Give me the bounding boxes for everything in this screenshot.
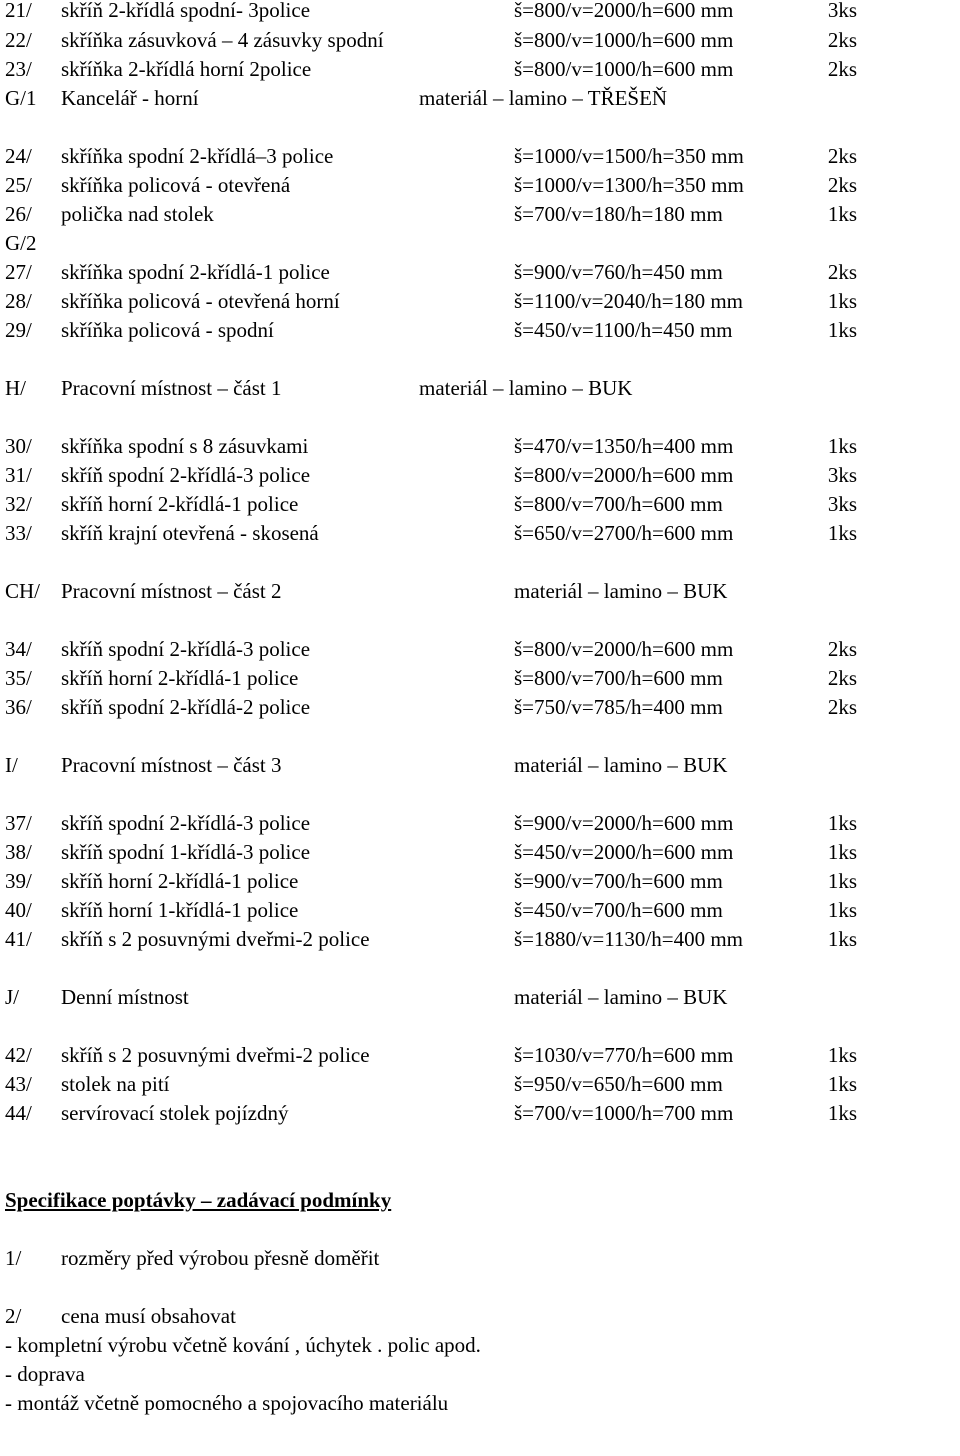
item-number: 22/ [5, 28, 32, 52]
item-name: skříňka spodní 2-křídlá-1 police [61, 260, 330, 284]
item-quantity: 1ks [827, 318, 857, 342]
item-quantity: 2ks [827, 57, 857, 81]
item-row [0, 142, 960, 171]
section-material: materiál – lamino – BUK [514, 579, 728, 603]
item-quantity: 2ks [827, 260, 857, 284]
item-number: 36/ [5, 695, 32, 719]
item-name: skříňka spodní s 8 zásuvkami [61, 434, 309, 458]
item-number: 31/ [5, 463, 32, 487]
item-dimensions: š=800/v=2000/h=600 mm [514, 637, 734, 661]
item-row [0, 55, 960, 84]
item-row [0, 1041, 960, 1070]
section-material: materiál – lamino – BUK [514, 985, 728, 1009]
item-row [0, 461, 960, 490]
item-dimensions: š=1880/v=1130/h=400 mm [514, 927, 744, 951]
spec-bullet [0, 1389, 960, 1418]
item-quantity: 2ks [827, 695, 857, 719]
item-row [0, 1099, 960, 1128]
item-quantity: 2ks [827, 28, 857, 52]
item-number: 32/ [5, 492, 32, 516]
item-number: 27/ [5, 260, 32, 284]
section-header [0, 751, 960, 780]
item-quantity: 3ks [827, 492, 857, 516]
item-dimensions: š=450/v=700/h=600 mm [514, 898, 723, 922]
item-quantity: 1ks [827, 869, 857, 893]
item-row [0, 664, 960, 693]
item-dimensions: š=1000/v=1300/h=350 mm [514, 173, 744, 197]
section-material: materiál – lamino – BUK [419, 376, 633, 400]
spec-item-text: rozměry před výrobou přesně doměřit [61, 1246, 380, 1270]
item-row [0, 26, 960, 55]
spec-bullet [0, 1331, 960, 1360]
section-title: Kancelář - horní [61, 86, 199, 110]
item-dimensions: š=1000/v=1500/h=350 mm [514, 144, 744, 168]
item-name: skříň spodní 2-křídlá-3 police [61, 637, 311, 661]
item-quantity: 2ks [827, 144, 857, 168]
item-name: skříň horní 2-křídlá-1 police [61, 869, 299, 893]
item-number: 33/ [5, 521, 32, 545]
item-number: 24/ [5, 144, 32, 168]
item-dimensions: š=800/v=1000/h=600 mm [514, 28, 734, 52]
item-dimensions: š=900/v=700/h=600 mm [514, 869, 723, 893]
item-name: skříňka policová - otevřená horní [61, 289, 340, 313]
item-row [0, 258, 960, 287]
item-number: 26/ [5, 202, 32, 226]
item-quantity: 3ks [827, 0, 857, 22]
item-dimensions: š=700/v=1000/h=700 mm [514, 1101, 734, 1125]
item-quantity: 1ks [827, 898, 857, 922]
spec-heading-row [0, 1186, 960, 1215]
item-number: 38/ [5, 840, 32, 864]
item-row [0, 838, 960, 867]
item-name: skříňka policová - spodní [61, 318, 274, 342]
item-name: skříň spodní 2-křídlá-3 police [61, 463, 311, 487]
item-quantity: 2ks [827, 173, 857, 197]
item-name: skříň spodní 1-křídlá-3 police [61, 840, 311, 864]
item-name: skříňka 2-křídlá horní 2police [61, 57, 312, 81]
item-row [0, 200, 960, 229]
section-title: Pracovní místnost – část 2 [61, 579, 282, 603]
item-name: skříň s 2 posuvnými dveřmi-2 police [61, 927, 370, 951]
item-quantity: 1ks [827, 840, 857, 864]
item-row [0, 287, 960, 316]
item-dimensions: š=750/v=785/h=400 mm [514, 695, 723, 719]
item-number: 28/ [5, 289, 32, 313]
item-quantity: 1ks [827, 811, 857, 835]
section-header [0, 374, 960, 403]
spec-item-text: cena musí obsahovat [61, 1304, 236, 1328]
item-row [0, 0, 960, 25]
item-row [0, 1070, 960, 1099]
item-row [0, 316, 960, 345]
item-quantity: 1ks [827, 434, 857, 458]
item-quantity: 2ks [827, 637, 857, 661]
section-header [0, 577, 960, 606]
item-row [0, 896, 960, 925]
spec-item-number: 2/ [5, 1304, 22, 1328]
section-title: Denní místnost [61, 985, 189, 1009]
item-dimensions: š=1030/v=770/h=600 mm [514, 1043, 734, 1067]
item-quantity: 1ks [827, 202, 857, 226]
item-name: skříň horní 2-křídlá-1 police [61, 492, 299, 516]
item-name: skříňka zásuvková – 4 zásuvky spodní [61, 28, 384, 52]
section-code: G/2 [5, 231, 37, 255]
spec-item-number: 1/ [5, 1246, 22, 1270]
section-title: Pracovní místnost – část 3 [61, 753, 282, 777]
section-title: Pracovní místnost – část 1 [61, 376, 282, 400]
item-dimensions: š=800/v=2000/h=600 mm [514, 0, 734, 22]
item-name: servírovací stolek pojízdný [61, 1101, 289, 1125]
item-number: 39/ [5, 869, 32, 893]
item-name: skříň s 2 posuvnými dveřmi-2 police [61, 1043, 370, 1067]
item-number: 21/ [5, 0, 32, 22]
item-dimensions: š=470/v=1350/h=400 mm [514, 434, 734, 458]
item-row [0, 519, 960, 548]
section-material: materiál – lamino – BUK [514, 753, 728, 777]
item-name: skříň spodní 2-křídlá-3 police [61, 811, 311, 835]
item-dimensions: š=800/v=1000/h=600 mm [514, 57, 734, 81]
section-code: I/ [5, 753, 18, 777]
spec-item [0, 1244, 960, 1273]
item-number: 25/ [5, 173, 32, 197]
section-code: G/1 [5, 86, 37, 110]
item-name: skříň horní 2-křídlá-1 police [61, 666, 299, 690]
item-dimensions: š=650/v=2700/h=600 mm [514, 521, 734, 545]
item-dimensions: š=900/v=760/h=450 mm [514, 260, 723, 284]
spec-bullet-text: - doprava [5, 1362, 85, 1386]
spec-bullet-text: - montáž včetně pomocného a spojovacího materiálu [5, 1391, 449, 1415]
item-name: skříň horní 1-křídlá-1 police [61, 898, 299, 922]
item-row [0, 693, 960, 722]
item-row [0, 925, 960, 954]
item-dimensions: š=900/v=2000/h=600 mm [514, 811, 734, 835]
item-dimensions: š=800/v=700/h=600 mm [514, 492, 723, 516]
item-dimensions: š=1100/v=2040/h=180 mm [514, 289, 744, 313]
item-quantity: 1ks [827, 521, 857, 545]
item-quantity: 2ks [827, 666, 857, 690]
item-quantity: 1ks [827, 289, 857, 313]
item-name: skříňka policová - otevřená [61, 173, 291, 197]
section-header [0, 229, 960, 258]
item-row [0, 171, 960, 200]
item-row [0, 635, 960, 664]
item-quantity: 1ks [827, 927, 857, 951]
section-code: CH/ [5, 579, 41, 603]
item-dimensions: š=800/v=2000/h=600 mm [514, 463, 734, 487]
item-number: 35/ [5, 666, 32, 690]
item-number: 41/ [5, 927, 32, 951]
section-code: J/ [5, 985, 20, 1009]
item-dimensions: š=800/v=700/h=600 mm [514, 666, 723, 690]
spec-item [0, 1302, 960, 1331]
item-row [0, 432, 960, 461]
item-name: skříňka spodní 2-křídlá–3 police [61, 144, 334, 168]
section-material: materiál – lamino – TŘEŠEŇ [419, 86, 668, 110]
item-dimensions: š=700/v=180/h=180 mm [514, 202, 723, 226]
item-number: 42/ [5, 1043, 32, 1067]
item-quantity: 1ks [827, 1101, 857, 1125]
section-header [0, 84, 960, 113]
item-number: 44/ [5, 1101, 32, 1125]
item-quantity: 1ks [827, 1043, 857, 1067]
item-quantity: 3ks [827, 463, 857, 487]
item-row [0, 490, 960, 519]
item-dimensions: š=450/v=1100/h=450 mm [514, 318, 733, 342]
item-quantity: 1ks [827, 1072, 857, 1096]
item-dimensions: š=450/v=2000/h=600 mm [514, 840, 734, 864]
item-name: skříň spodní 2-křídlá-2 police [61, 695, 311, 719]
item-row [0, 867, 960, 896]
spec-bullet [0, 1360, 960, 1389]
item-number: 43/ [5, 1072, 32, 1096]
spec-bullet-text: - kompletní výrobu včetně kování , úchytek . polic apod. [5, 1333, 481, 1357]
item-number: 40/ [5, 898, 32, 922]
item-number: 23/ [5, 57, 32, 81]
item-name: polička nad stolek [61, 202, 214, 226]
item-name: stolek na pití [61, 1072, 170, 1096]
item-name: skříň 2-křídlá spodní- 3police [61, 0, 311, 22]
item-name: skříň krajní otevřená - skosená [61, 521, 319, 545]
item-number: 37/ [5, 811, 32, 835]
spec-title: Specifikace poptávky – zadávací podmínky [5, 1188, 392, 1212]
item-number: 34/ [5, 637, 32, 661]
item-number: 29/ [5, 318, 32, 342]
item-dimensions: š=950/v=650/h=600 mm [514, 1072, 723, 1096]
item-number: 30/ [5, 434, 32, 458]
section-header [0, 983, 960, 1012]
item-row [0, 809, 960, 838]
section-code: H/ [5, 376, 26, 400]
